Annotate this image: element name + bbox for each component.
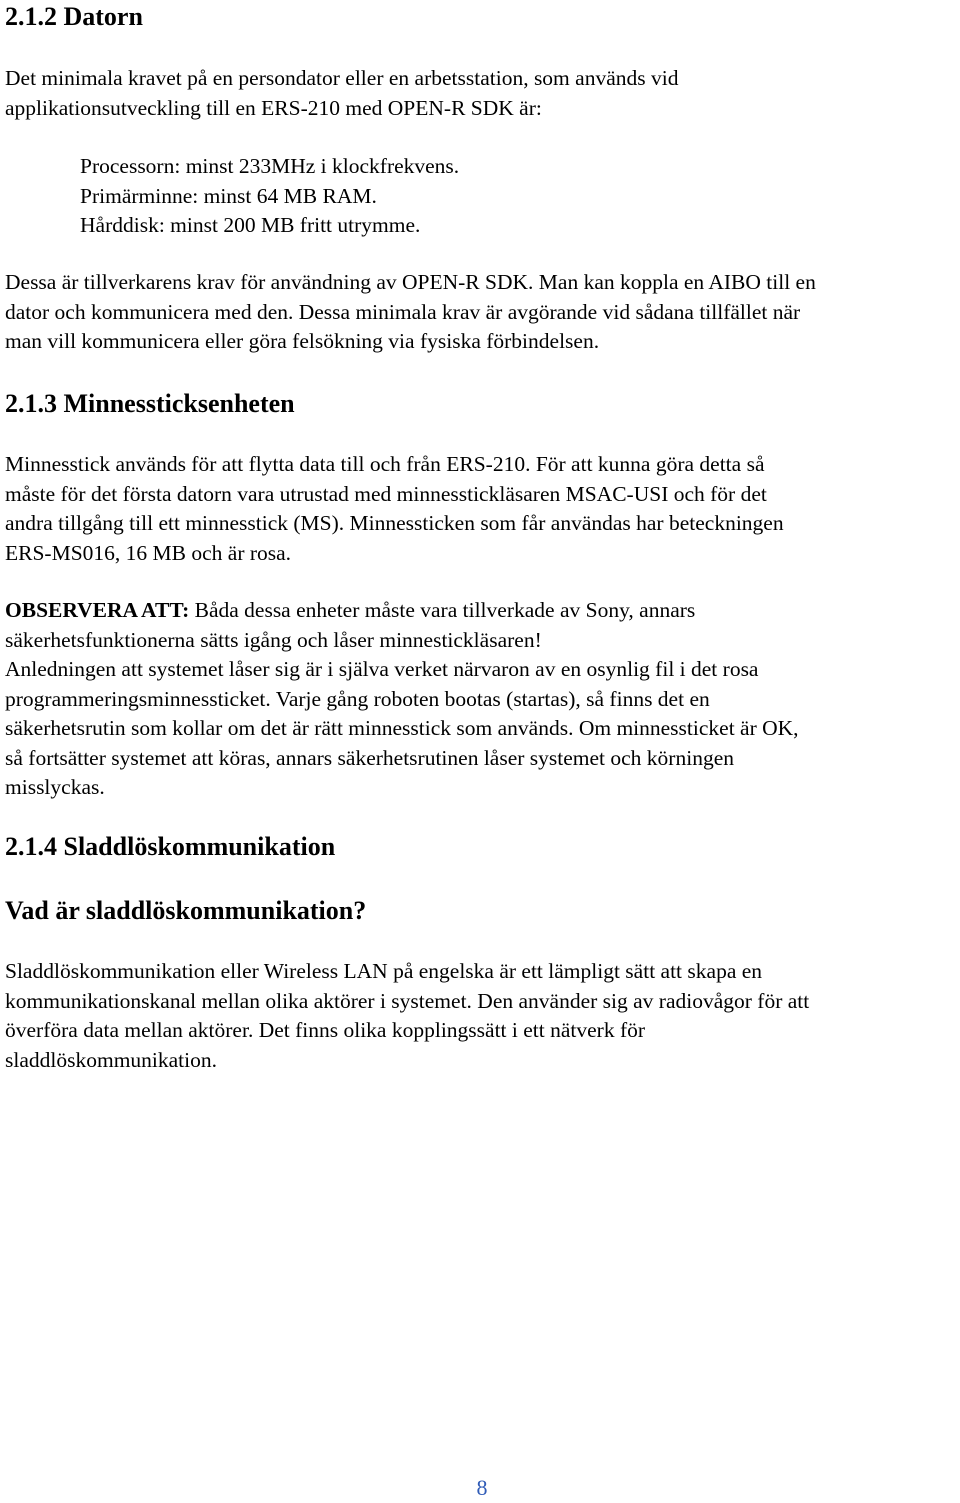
text-line: säkerhetsrutin som kollar om det är rätt minnesstick som används. Om minnessticket är OK, [5,716,799,740]
requirements-paragraph [5,268,816,357]
observe-text: Båda dessa enheter måste vara tillverkade av Sony, annars [189,598,696,622]
text-line: Dessa är tillverkarens krav för användning av OPEN-R SDK. Man kan koppla en AIBO till en [5,270,816,294]
text-line: sladdlöskommunikation. [5,1047,218,1072]
text-line: Det minimala kravet på en persondator eller en arbetsstation, som används vid [5,66,679,90]
observe-label: OBSERVERA ATT: [5,598,190,622]
subheading-what-is-wireless: Vad är sladdlöskommunikation? [5,896,367,925]
requirement-item: Hårddisk: minst 200 MB fritt utrymme. [80,213,421,237]
memory-stick-paragraph [5,450,784,568]
requirements-list [80,152,459,241]
text-line: kommunikationskanal mellan olika aktörer i systemet. Den använder sig av radiovågor för att [5,988,810,1013]
text-line [5,596,799,626]
page-number: 8 [476,1475,488,1500]
text-line: programmeringsminnessticket. Varje gång roboten bootas (startas), så finns det en [5,686,710,711]
text-line: andra tillgång till ett minnesstick (MS). Minnessticken som får användas har beteckningen [5,511,784,535]
intro-paragraph [5,64,678,123]
section-heading-sladdloskommunikation: 2.1.4 Sladdlöskommunikation [5,832,336,861]
text-line: Sladdlöskommunikation eller Wireless LAN på engelska är ett lämpligt sätt att skapa en [5,959,763,983]
text-line: säkerhetsfunktionerna sätts igång och låser minnestickläsaren! [5,627,542,652]
section-heading-minnessticksenheten: 2.1.3 Minnessticksenheten [5,389,295,418]
text-line: applikationsutveckling till en ERS-210 med OPEN-R SDK är: [5,95,542,120]
text-line: måste för det första datorn vara utrustad med minnesstickläsaren MSAC-USI och för det [5,481,767,506]
text-line: ERS-MS016, 16 MB och är rosa. [5,540,292,565]
requirement-item: Processorn: minst 233MHz i klockfrekvens. [80,154,460,178]
section-heading-datorn: 2.1.2 Datorn [5,2,143,31]
wireless-paragraph [5,957,809,1075]
text-line: överföra data mellan aktörer. Det finns olika kopplingssätt i ett nätverk för [5,1018,646,1042]
requirement-item: Primärminne: minst 64 MB RAM. [80,183,377,208]
observe-paragraph [5,596,799,803]
text-line: man vill kommunicera eller göra felsökning via fysiska förbindelsen. [5,329,600,353]
text-line: Anledningen att systemet låser sig är i själva verket närvaron av en osynlig fil i det rosa [5,657,759,681]
text-line: misslyckas. [5,775,105,799]
text-line: Minnesstick används för att flytta data till och från ERS-210. För att kunna göra detta så [5,452,765,476]
text-line: så fortsätter systemet att köras, annars säkerhetsrutinen låser systemet och körningen [5,745,734,770]
text-line: dator och kommunicera med den. Dessa minimala krav är avgörande vid sådana tillfället när [5,299,801,324]
